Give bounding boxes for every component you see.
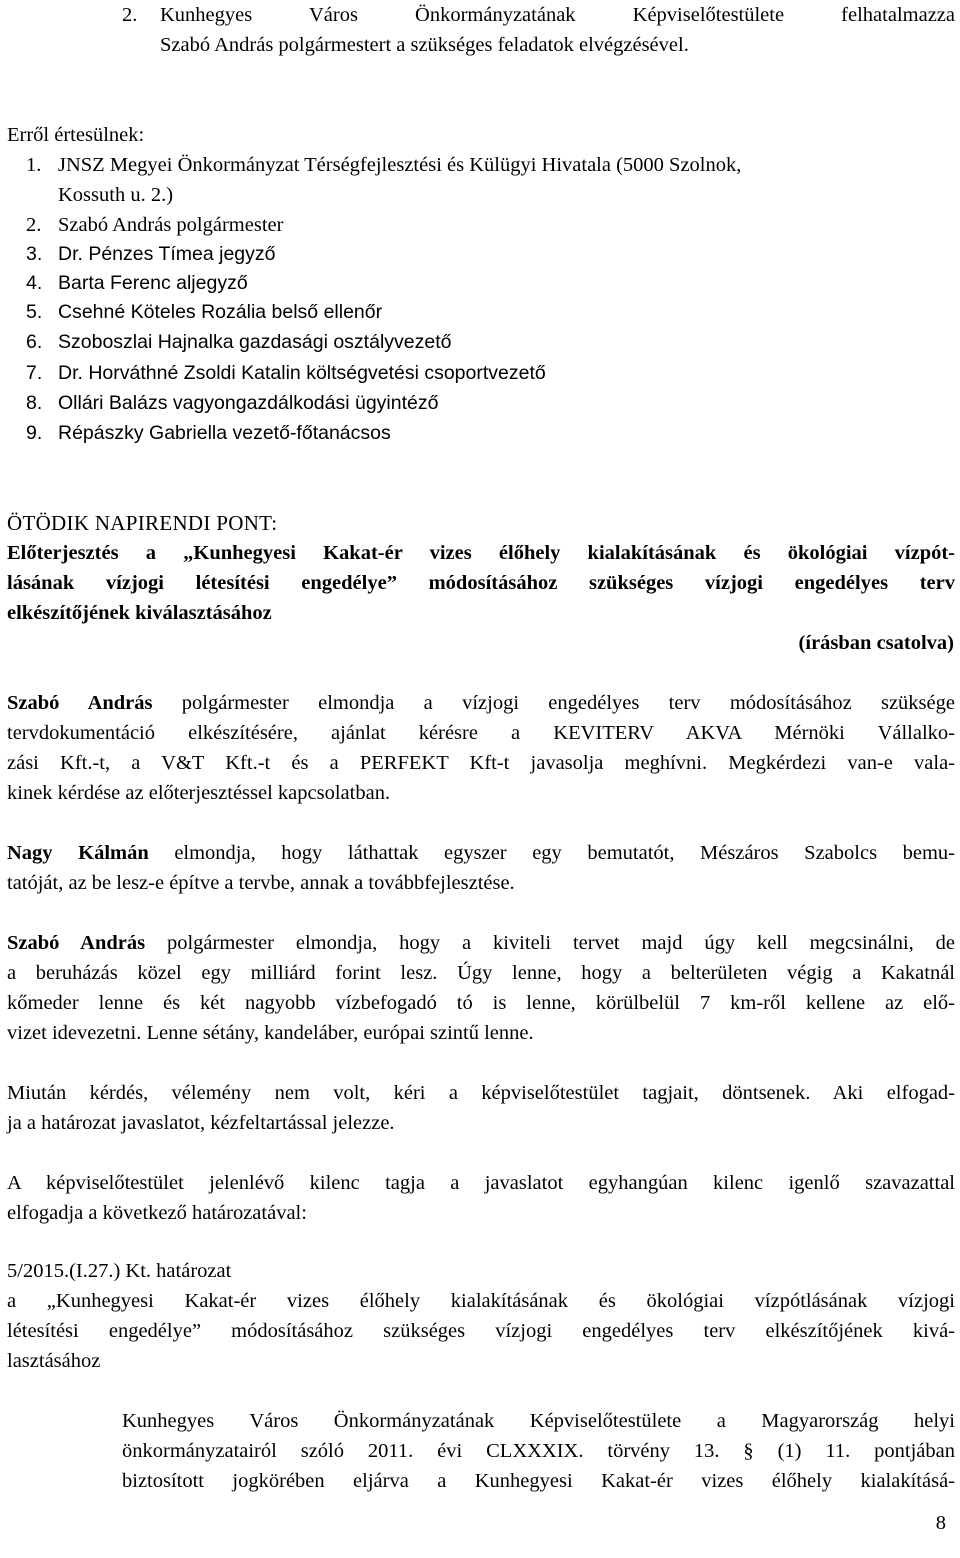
list-number: 2.	[122, 4, 138, 26]
resolution-body-line: önkormányzatairól szóló 2011. évi CLXXXIX. törvény 13. § (1) 11. pontjában	[122, 1440, 955, 1462]
speaker-name: Szabó András	[7, 692, 153, 714]
notify-item-cont: Kossuth u. 2.)	[58, 184, 174, 206]
notify-item-number: 5.	[26, 301, 43, 323]
paragraph-line: Miután kérdés, vélemény nem volt, kéri a képviselőtestület tagjait, döntsenek. Aki elfogad-	[7, 1082, 955, 1104]
paragraph-line: a beruházás közel egy milliárd forint lesz. Úgy lenne, hogy a belterületen végig a Kakatnál	[7, 962, 955, 984]
paragraph-line: tervdokumentáció elkészítésére, ajánlat kérésre a KEVITERV AKVA Mérnöki Vállalko-	[7, 722, 955, 744]
resolution-body-line: Kunhegyes Város Önkormányzatának Képviselőtestülete a Magyarország helyi	[122, 1410, 955, 1432]
notify-item-number: 4.	[26, 272, 43, 294]
notify-item-text: Répászky Gabriella vezető-főtanácsos	[58, 422, 391, 444]
notify-item-number: 9.	[26, 422, 43, 444]
resolution-title-line: lasztásához	[7, 1350, 101, 1372]
speaker-name: Nagy Kálmán	[7, 842, 149, 864]
paragraph-line: vizet idevezetni. Lenne sétány, kandeláber, európai szintű lenne.	[7, 1022, 534, 1044]
resolution-title-line: létesítési engedélye” módosításához szükséges vízjogi engedélyes terv elkészítőjének kivá-	[7, 1320, 955, 1342]
notify-heading: Erről értesülnek:	[7, 124, 145, 146]
paragraph-text: elmondja, hogy láthattak egyszer egy bemutatót, Mészáros Szabolcs bemu-	[148, 842, 955, 864]
paragraph-line: ja a határozat javaslatot, kézfeltartással jelezze.	[7, 1112, 395, 1134]
paragraph-line: kőmeder lenne és két nagyobb vízbefogadó tó is lenne, körülbelül 7 km-ről kellene az elő-	[7, 992, 955, 1014]
notify-item-text: Dr. Horváthné Zsoldi Katalin költségvetési csoportvezető	[58, 362, 546, 384]
attached-note: (írásban csatolva)	[798, 632, 954, 654]
list-item-text-cont: Szabó András polgármestert a szükséges feladatok elvégzésével.	[160, 34, 689, 56]
agenda-heading: ÖTÖDIK NAPIRENDI PONT:	[7, 511, 278, 535]
notify-item-text: JNSZ Megyei Önkormányzat Térségfejlesztési és Külügyi Hivatala (5000 Szolnok,	[58, 154, 742, 176]
notify-item-number: 8.	[26, 392, 43, 414]
notify-item-text: Ollári Balázs vagyongazdálkodási ügyintéző	[58, 392, 439, 414]
notify-item-number: 2.	[26, 214, 42, 236]
speaker-name: Szabó András	[7, 932, 146, 954]
paragraph-line: kinek kérdése az előterjesztéssel kapcsolatban.	[7, 782, 391, 804]
notify-item-number: 3.	[26, 243, 43, 265]
paragraph-line: tatóját, az be lesz-e építve a tervbe, annak a továbbfejlesztése.	[7, 872, 515, 894]
resolution-number: 5/2015.(I.27.) Kt. határozat	[7, 1260, 232, 1282]
paragraph-line: A képviselőtestület jelenlévő kilenc tagja a javaslatot egyhangúan kilenc igenlő szavazattal	[7, 1172, 955, 1194]
agenda-title-line: lásának vízjogi létesítési engedélye” módosításához szükséges vízjogi engedélyes terv	[7, 572, 955, 594]
notify-item-number: 7.	[26, 362, 43, 384]
notify-item-number: 1.	[26, 154, 42, 176]
paragraph-line: elfogadja a következő határozatával:	[7, 1202, 307, 1224]
paragraph-line	[7, 838, 955, 868]
paragraph-text: polgármester elmondja a vízjogi engedélyes terv módosításához szüksége	[152, 692, 955, 714]
notify-item-number: 6.	[26, 331, 43, 353]
paragraph-line	[7, 688, 955, 718]
page-number: 8	[935, 1512, 946, 1534]
paragraph-line: zási Kft.-t, a V&T Kft.-t és a PERFEKT Kft-t javasolja meghívni. Megkérdezi van-e vala-	[7, 752, 955, 774]
notify-item-text: Dr. Pénzes Tímea jegyző	[58, 243, 276, 265]
agenda-title-line: Előterjesztés a „Kunhegyesi Kakat-ér vizes élőhely kialakításának és ökológiai vízpót-	[7, 542, 955, 564]
notify-item-text: Szabó András polgármester	[58, 214, 284, 236]
list-item-text: Kunhegyes Város Önkormányzatának Képviselőtestülete felhatalmazza	[160, 4, 955, 26]
notify-item-text: Csehné Köteles Rozália belső ellenőr	[58, 301, 383, 323]
resolution-body-line: biztosított jogkörében eljárva a Kunhegyesi Kakat-ér vizes élőhely kialakításá-	[122, 1470, 955, 1492]
paragraph-line	[7, 928, 955, 958]
notify-item-text: Szoboszlai Hajnalka gazdasági osztályvezető	[58, 331, 452, 353]
resolution-title-line: a „Kunhegyesi Kakat-ér vizes élőhely kialakításának és ökológiai vízpótlásának vízjogi	[7, 1290, 955, 1312]
agenda-title-line: elkészítőjének kiválasztásához	[7, 602, 272, 624]
paragraph-text: polgármester elmondja, hogy a kiviteli tervet majd úgy kell megcsinálni, de	[145, 932, 955, 954]
notify-item-text: Barta Ferenc aljegyző	[58, 272, 248, 294]
